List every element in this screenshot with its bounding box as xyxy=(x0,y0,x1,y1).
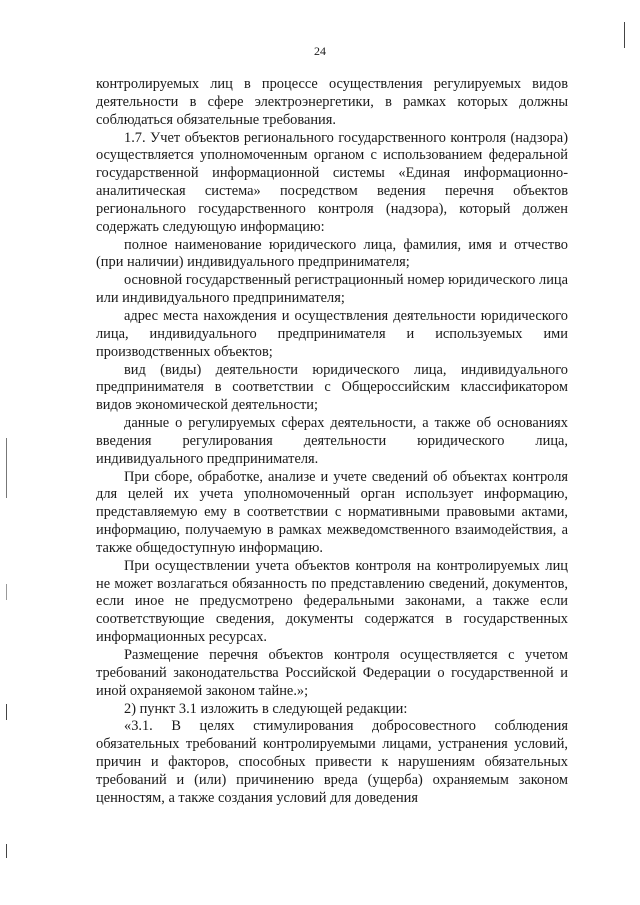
scan-mark-top-right xyxy=(624,22,625,48)
paragraph-9: При осуществлении учета объектов контроля на контролируемых лиц не может возлагаться обязанность по представлению сведений, документов, если иное не предусмотрено федеральными законами, а также если соответствующие сведения, документы содержатся в государственных информационных ресурсах. xyxy=(96,557,568,646)
scan-mark-left-4 xyxy=(6,844,7,858)
paragraph-12: «3.1. В целях стимулирования добросовестного соблюдения обязательных требований контролируемыми лицами, устранения условий, причин и факторов, способных привести к нарушениям обязательных требований и (или) причинению вреда (ущерба) охраняемым законом ценностям, а также создания условий для доведения xyxy=(96,718,568,806)
paragraph-1: контролируемых лиц в процессе осуществления регулируемых видов деятельности в сфере электроэнергетики, в рамках которых должны соблюдаться обязательные требования. xyxy=(96,76,568,128)
paragraph-10: Размещение перечня объектов контроля осуществляется с учетом требований законодательства Российской Федерации о государственной и иной охраняемой законом тайне.»; xyxy=(96,647,568,699)
page-number: 24 xyxy=(314,44,326,58)
paragraph-8: При сборе, обработке, анализе и учете сведений об объектах контроля для целей их учета уполномоченный орган использует информацию, представляемую ему в соответствии с нормативными правовыми актами, информацию, получаемую в рамках межведомственного взаимодействия, а также общедоступную информацию. xyxy=(96,468,568,556)
document-body xyxy=(96,76,568,808)
paragraph-7: данные о регулируемых сферах деятельности, а также об основаниях введения регулирования деятельности юридического лица, индивидуального предпринимателя. xyxy=(96,415,568,467)
scan-mark-left-2 xyxy=(6,584,7,600)
paragraph-6: вид (виды) деятельности юридического лица, индивидуального предпринимателя в соответствии с Общероссийским классификатором видов экономической деятельности; xyxy=(96,361,568,414)
scan-mark-left-1 xyxy=(6,438,7,498)
paragraph-11: 2) пункт 3.1 изложить в следующей редакции: xyxy=(124,700,408,717)
paragraph-4: основной государственный регистрационный номер юридического лица или индивидуального предпринимателя; xyxy=(96,272,568,307)
paragraph-2: 1.7. Учет объектов регионального государственного контроля (надзора) осуществляется уполномоченным органом с использованием федеральной государственной информационной системы «Единая информационно-аналитическая система» посредством ведения перечня объектов регионального государственного контроля (надзора), который должен содержать следующую информацию: xyxy=(96,129,568,235)
paragraph-3: полное наименование юридического лица, фамилия, имя и отчество (при наличии) индивидуального предпринимателя; xyxy=(96,236,568,271)
scan-mark-left-3 xyxy=(6,704,7,720)
paragraph-5: адрес места нахождения и осуществления деятельности юридического лица, индивидуального предпринимателя и используемых ими производственных объектов; xyxy=(96,307,568,360)
